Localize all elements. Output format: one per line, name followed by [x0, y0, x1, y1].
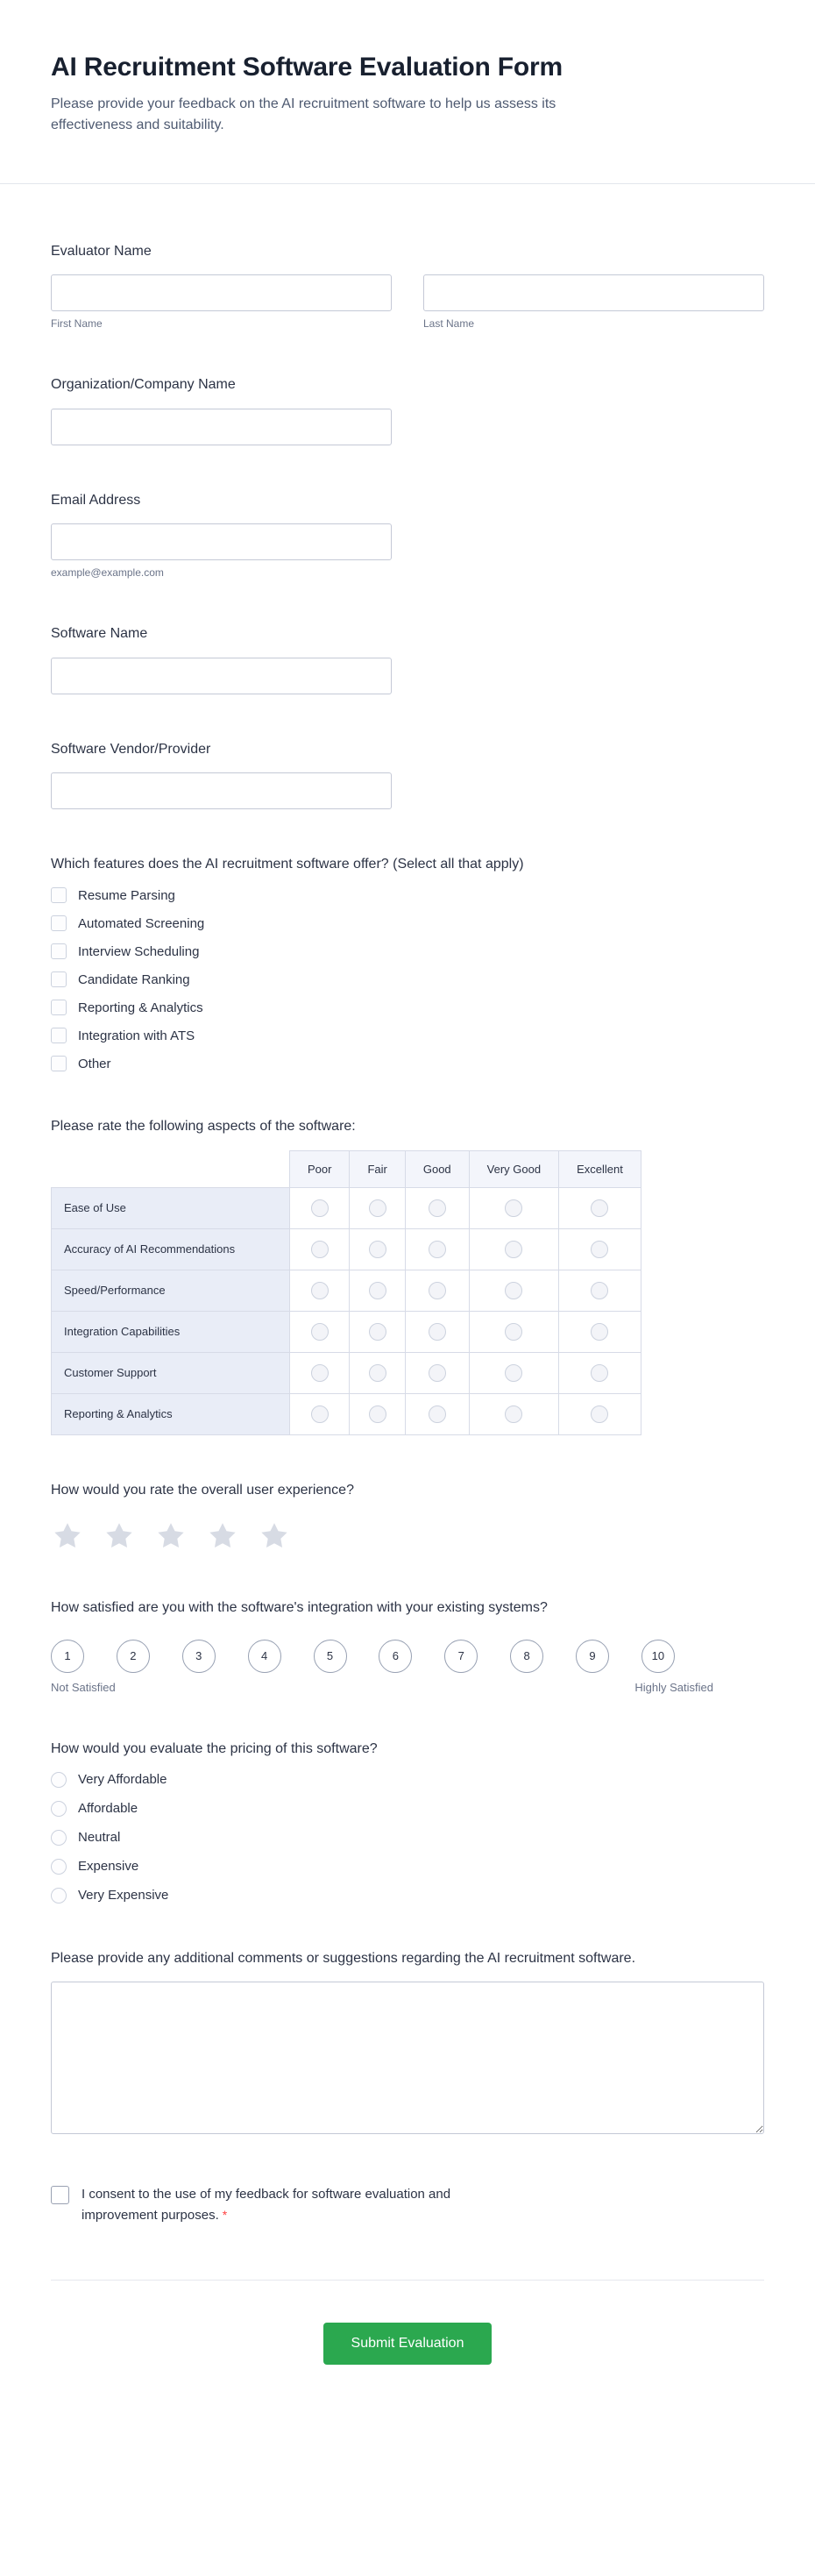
radio-button-icon[interactable]	[505, 1282, 522, 1299]
rating-cell[interactable]	[469, 1270, 558, 1311]
rating-row-support	[52, 1352, 641, 1393]
rating-cell[interactable]	[290, 1187, 350, 1228]
radio-button-icon[interactable]	[505, 1364, 522, 1382]
feature-option-candidate-ranking[interactable]	[51, 971, 764, 987]
feature-option-label: Interview Scheduling	[78, 943, 200, 959]
feature-option-reporting-analytics[interactable]	[51, 1000, 764, 1015]
rating-cell[interactable]	[290, 1311, 350, 1352]
radio-button-icon[interactable]	[591, 1323, 608, 1341]
rating-row-reporting	[52, 1393, 641, 1434]
radio-button-icon[interactable]	[369, 1199, 386, 1217]
radio-button-icon[interactable]	[369, 1323, 386, 1341]
column-header-excellent: Excellent	[559, 1150, 641, 1187]
pricing-option-affordable[interactable]	[51, 1801, 764, 1817]
feature-option-label: Candidate Ranking	[78, 971, 190, 987]
radio-icon[interactable]	[51, 1859, 67, 1875]
star-icon[interactable]	[154, 1519, 188, 1553]
rating-cell[interactable]	[405, 1311, 469, 1352]
radio-button-icon[interactable]	[369, 1241, 386, 1258]
pricing-option-very-expensive[interactable]	[51, 1888, 764, 1904]
feature-option-label: Other	[78, 1056, 111, 1071]
scale-option-6[interactable]: 6	[379, 1640, 412, 1673]
radio-button-icon[interactable]	[429, 1282, 446, 1299]
email-field	[51, 491, 764, 579]
email-input[interactable]	[51, 523, 392, 560]
star-icon[interactable]	[258, 1519, 291, 1553]
ux-rating-label: How would you rate the overall user experience?	[51, 1482, 354, 1498]
scale-option-2[interactable]: 2	[117, 1640, 150, 1673]
scale-option-7[interactable]: 7	[444, 1640, 478, 1673]
scale-option-8[interactable]: 8	[510, 1640, 543, 1673]
integration-scale-label: How satisfied are you with the software's integration with your existing systems?	[51, 1600, 548, 1616]
first-name-subfield	[51, 274, 392, 330]
organization-label: Organization/Company Name	[51, 377, 236, 393]
rating-row-speed	[52, 1270, 641, 1311]
software-name-field	[51, 624, 764, 694]
pricing-options	[51, 1772, 764, 1904]
form-header	[0, 0, 815, 183]
radio-button-icon[interactable]	[505, 1199, 522, 1217]
rating-cell[interactable]	[350, 1270, 405, 1311]
radio-button-icon[interactable]	[591, 1364, 608, 1382]
checkbox-icon[interactable]	[51, 1028, 67, 1043]
software-name-label: Software Name	[51, 626, 148, 642]
pricing-option-very-affordable[interactable]	[51, 1772, 764, 1788]
row-label: Customer Support	[52, 1352, 290, 1393]
feature-option-label: Automated Screening	[78, 915, 205, 931]
scale-option-3[interactable]: 3	[182, 1640, 216, 1673]
radio-button-icon[interactable]	[311, 1364, 329, 1382]
rating-row-ease-of-use	[52, 1187, 641, 1228]
checkbox-icon[interactable]	[51, 1000, 67, 1015]
rating-cell[interactable]	[350, 1187, 405, 1228]
features-options	[51, 887, 764, 1071]
scale-min-label: Not Satisfied	[51, 1680, 116, 1694]
radio-button-icon[interactable]	[369, 1364, 386, 1382]
scale-option-5[interactable]: 5	[314, 1640, 347, 1673]
pricing-field	[51, 1740, 764, 1904]
submit-section	[51, 2280, 764, 2445]
scale-max-label: Highly Satisfied	[634, 1680, 713, 1694]
vendor-field	[51, 740, 764, 809]
rating-cell[interactable]	[559, 1311, 641, 1352]
comments-textarea[interactable]	[51, 1982, 764, 2134]
radio-button-icon[interactable]	[429, 1241, 446, 1258]
column-header-poor: Poor	[290, 1150, 350, 1187]
consent-label-text: I consent to the use of my feedback for software evaluation and improvement purposes.	[82, 2187, 451, 2223]
rating-cell[interactable]	[469, 1228, 558, 1270]
comments-field	[51, 1949, 764, 2138]
feature-option-integration-ats[interactable]	[51, 1028, 764, 1043]
pricing-label: How would you evaluate the pricing of this software?	[51, 1740, 378, 1756]
form-body	[0, 184, 815, 2445]
radio-button-icon[interactable]	[369, 1282, 386, 1299]
radio-button-icon[interactable]	[505, 1241, 522, 1258]
scale-option-1[interactable]: 1	[51, 1640, 84, 1673]
checkbox-icon[interactable]	[51, 971, 67, 987]
radio-button-icon[interactable]	[311, 1323, 329, 1341]
star-icon[interactable]	[51, 1519, 84, 1553]
rating-cell[interactable]	[405, 1270, 469, 1311]
features-field	[51, 855, 764, 1071]
feature-option-interview-scheduling[interactable]	[51, 943, 764, 959]
rating-cell[interactable]	[350, 1228, 405, 1270]
radio-button-icon[interactable]	[369, 1405, 386, 1423]
consent-checkbox-icon[interactable]	[51, 2186, 69, 2204]
radio-button-icon[interactable]	[429, 1199, 446, 1217]
radio-icon[interactable]	[51, 1888, 67, 1904]
pricing-option-label: Very Expensive	[78, 1888, 169, 1904]
radio-button-icon[interactable]	[429, 1364, 446, 1382]
column-header-very-good: Very Good	[469, 1150, 558, 1187]
rating-cell[interactable]	[559, 1228, 641, 1270]
column-header-good: Good	[405, 1150, 469, 1187]
feature-option-label: Integration with ATS	[78, 1028, 195, 1043]
radio-button-icon[interactable]	[311, 1241, 329, 1258]
submit-button[interactable]: Submit Evaluation	[323, 2323, 492, 2365]
rating-cell[interactable]	[559, 1352, 641, 1393]
radio-button-icon[interactable]	[311, 1282, 329, 1299]
rating-cell[interactable]	[290, 1228, 350, 1270]
features-label: Which features does the AI recruitment software offer? (Select all that apply)	[51, 856, 524, 872]
pricing-option-label: Affordable	[78, 1801, 138, 1817]
rating-cell[interactable]	[559, 1187, 641, 1228]
consent-field	[51, 2184, 764, 2225]
organization-input[interactable]	[51, 409, 392, 445]
checkbox-icon[interactable]	[51, 915, 67, 931]
last-name-subfield	[423, 274, 764, 330]
comments-label: Please provide any additional comments or suggestions regarding the AI recruitment software.	[51, 1950, 636, 1966]
row-label: Ease of Use	[52, 1187, 290, 1228]
rating-cell[interactable]	[405, 1228, 469, 1270]
radio-icon[interactable]	[51, 1772, 67, 1788]
rating-cell[interactable]	[469, 1311, 558, 1352]
rating-cell[interactable]	[559, 1270, 641, 1311]
email-label: Email Address	[51, 492, 141, 508]
pricing-option-label: Neutral	[78, 1830, 121, 1846]
vendor-input[interactable]	[51, 772, 392, 809]
form-subtitle: Please provide your feedback on the AI recruitment software to help us assess its effectiveness and suitability.	[51, 96, 556, 132]
radio-button-icon[interactable]	[429, 1405, 446, 1423]
consent-label	[82, 2184, 524, 2225]
column-header-fair: Fair	[350, 1150, 405, 1187]
last-name-input[interactable]	[423, 274, 764, 311]
row-label: Speed/Performance	[52, 1270, 290, 1311]
scale-row	[51, 1640, 675, 1673]
rating-row-accuracy	[52, 1228, 641, 1270]
software-name-input[interactable]	[51, 658, 392, 694]
rating-cell[interactable]	[469, 1187, 558, 1228]
consent-row[interactable]	[51, 2184, 764, 2225]
rating-cell[interactable]	[290, 1393, 350, 1434]
star-rating	[51, 1519, 764, 1553]
scale-option-9[interactable]: 9	[576, 1640, 609, 1673]
scale-option-4[interactable]: 4	[248, 1640, 281, 1673]
rating-cell[interactable]	[290, 1352, 350, 1393]
rating-table-corner	[52, 1150, 290, 1187]
feature-option-label: Resume Parsing	[78, 887, 175, 903]
pricing-option-expensive[interactable]	[51, 1859, 764, 1875]
rating-cell[interactable]	[290, 1270, 350, 1311]
radio-button-icon[interactable]	[505, 1405, 522, 1423]
radio-button-icon[interactable]	[591, 1282, 608, 1299]
rating-table-header-row	[52, 1150, 641, 1187]
rating-cell[interactable]	[350, 1393, 405, 1434]
pricing-option-neutral[interactable]	[51, 1830, 764, 1846]
rating-table-label: Please rate the following aspects of the software:	[51, 1119, 356, 1135]
ux-rating-field	[51, 1481, 764, 1553]
radio-button-icon[interactable]	[591, 1199, 608, 1217]
email-hint: example@example.com	[51, 566, 164, 580]
radio-button-icon[interactable]	[505, 1323, 522, 1341]
organization-field	[51, 375, 764, 445]
feature-option-automated-screening[interactable]	[51, 915, 764, 931]
checkbox-icon[interactable]	[51, 943, 67, 959]
radio-button-icon[interactable]	[591, 1241, 608, 1258]
radio-icon[interactable]	[51, 1830, 67, 1846]
star-icon[interactable]	[206, 1519, 239, 1553]
row-label: Integration Capabilities	[52, 1311, 290, 1352]
radio-button-icon[interactable]	[591, 1405, 608, 1423]
rating-row-integration	[52, 1311, 641, 1352]
page-title: AI Recruitment Software Evaluation Form	[51, 53, 563, 82]
name-row	[51, 274, 764, 330]
star-icon[interactable]	[103, 1519, 136, 1553]
scale-end-labels	[51, 1681, 713, 1694]
rating-cell[interactable]	[405, 1352, 469, 1393]
radio-button-icon[interactable]	[311, 1199, 329, 1217]
radio-button-icon[interactable]	[311, 1405, 329, 1423]
pricing-option-label: Expensive	[78, 1859, 139, 1875]
vendor-label: Software Vendor/Provider	[51, 741, 211, 757]
rating-table-field	[51, 1117, 764, 1434]
radio-button-icon[interactable]	[429, 1323, 446, 1341]
evaluator-name-label: Evaluator Name	[51, 244, 152, 259]
satisfaction-scale	[51, 1640, 713, 1694]
rating-cell[interactable]	[469, 1393, 558, 1434]
rating-cell[interactable]	[559, 1393, 641, 1434]
rating-cell[interactable]	[469, 1352, 558, 1393]
pricing-option-label: Very Affordable	[78, 1772, 167, 1788]
scale-option-10[interactable]: 10	[641, 1640, 675, 1673]
checkbox-icon[interactable]	[51, 887, 67, 903]
evaluator-name-field	[51, 242, 764, 330]
integration-scale-field	[51, 1598, 764, 1693]
required-asterisk: *	[222, 2207, 228, 2222]
last-name-sublabel: Last Name	[423, 317, 475, 331]
first-name-sublabel: First Name	[51, 317, 103, 331]
first-name-input[interactable]	[51, 274, 392, 311]
rating-cell[interactable]	[405, 1187, 469, 1228]
feature-option-resume-parsing[interactable]	[51, 887, 764, 903]
rating-cell[interactable]	[350, 1352, 405, 1393]
checkbox-icon[interactable]	[51, 1056, 67, 1071]
rating-table	[51, 1150, 641, 1435]
rating-cell[interactable]	[405, 1393, 469, 1434]
feature-option-label: Reporting & Analytics	[78, 1000, 203, 1015]
radio-icon[interactable]	[51, 1801, 67, 1817]
rating-cell[interactable]	[350, 1311, 405, 1352]
row-label: Accuracy of AI Recommendations	[52, 1228, 290, 1270]
row-label: Reporting & Analytics	[52, 1393, 290, 1434]
feature-option-other[interactable]	[51, 1056, 764, 1071]
